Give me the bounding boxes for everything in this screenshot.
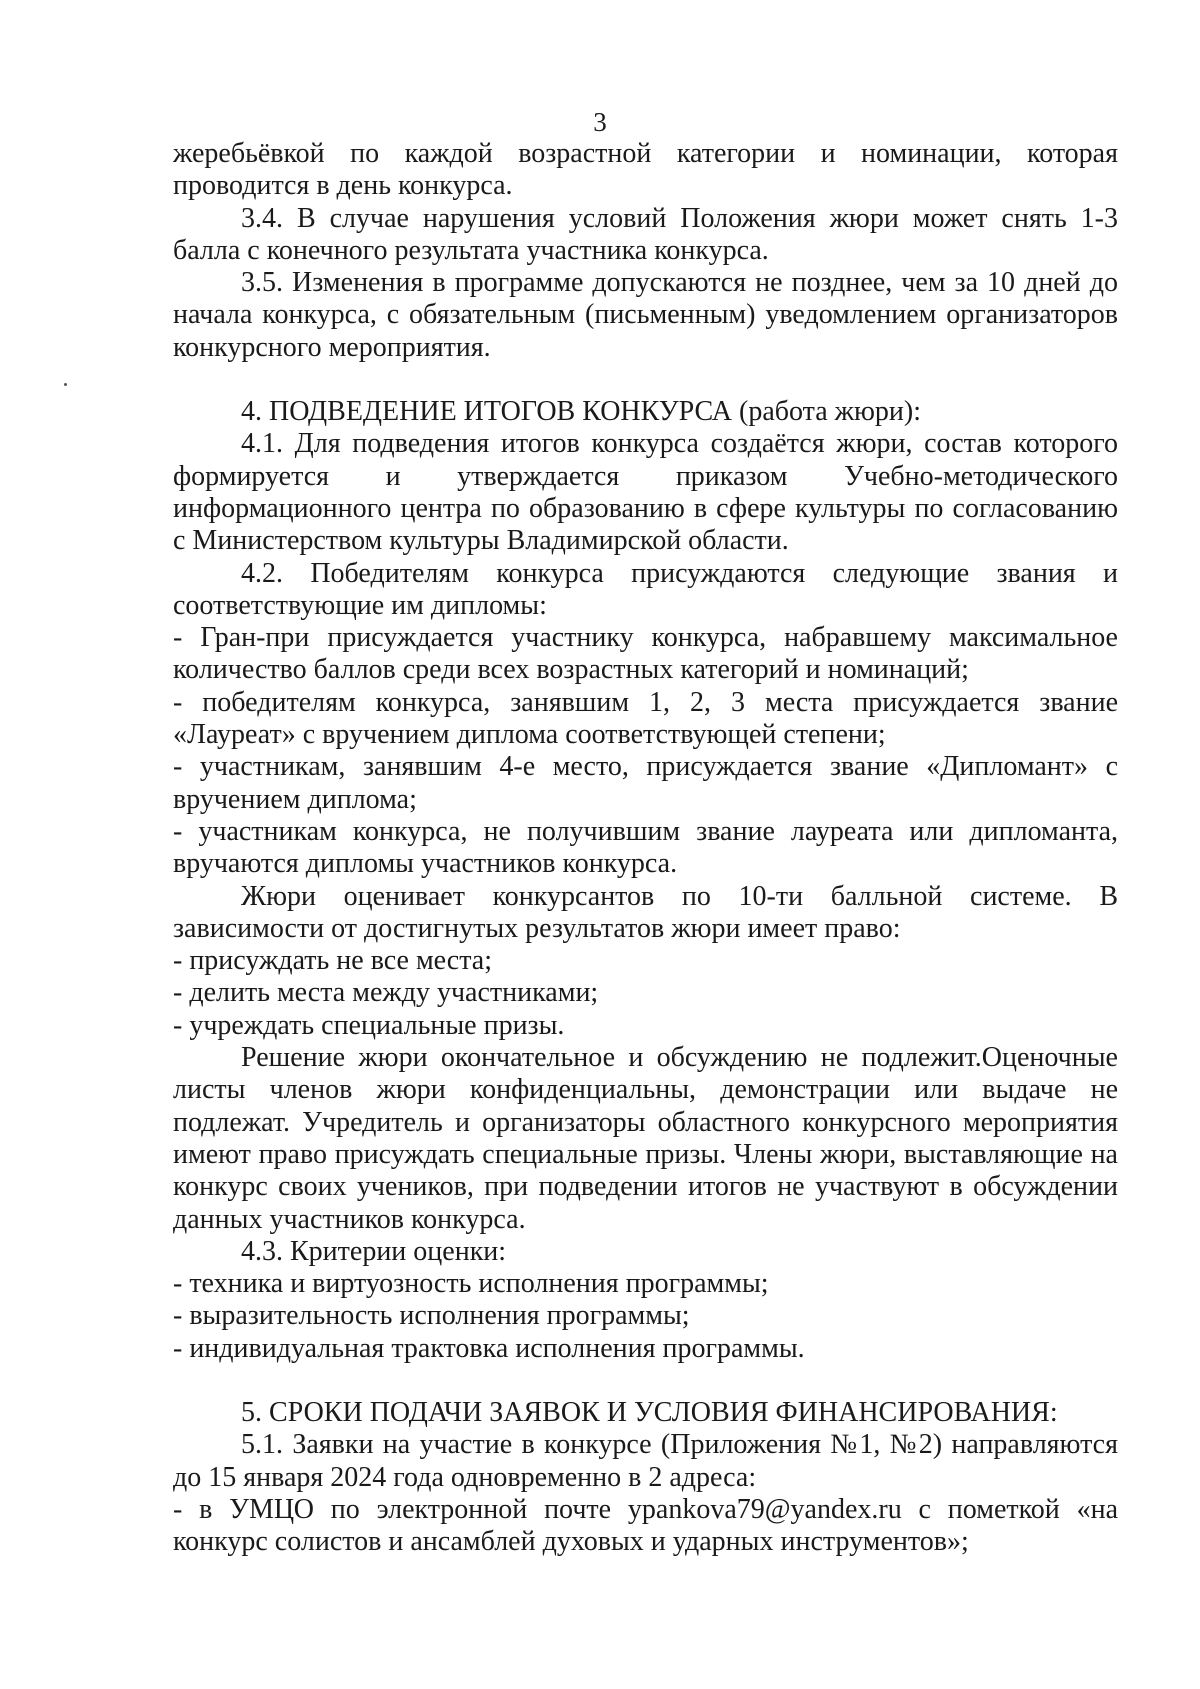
list-item-diplomant: - участникам, занявшим 4-е место, присуждается звание «Дипломант» с вручением диплома; xyxy=(173,751,1118,815)
paragraph-jury-decision: Решение жюри окончательное и обсуждению не подлежит.Оценочные листы членов жюри конфиденциальны, демонстрации или выдаче не подлежат. Учредитель и организаторы областного конкурсного мероприятия имеют право присуждать специальные призы. Члены жюри, выставляющие на конкурс своих учеников, при подведении итогов не участвуют в обсуждении данных участников конкурса. xyxy=(173,1042,1118,1235)
section-gap xyxy=(173,1365,1118,1397)
paragraph-5-1: 5.1. Заявки на участие в конкурсе (Приложения №1, №2) направляются до 15 января 2024 года одновременно в 2 адреса: xyxy=(173,1429,1118,1493)
paragraph-jury-system: Жюри оценивает конкурсантов по 10-ти балльной системе. В зависимости от достигнутых результатов жюри имеет право: xyxy=(173,880,1118,944)
paragraph-continuation: жеребьёвкой по каждой возрастной категории и номинации, которая проводится в день конкурса. xyxy=(173,138,1118,202)
paragraph-4-2: 4.2. Победителям конкурса присуждаются следующие звания и соответствующие им дипломы: xyxy=(173,557,1118,621)
list-item-technique: - техника и виртуозность исполнения программы; xyxy=(173,1268,769,1300)
section-gap xyxy=(173,364,1118,396)
section-5-heading: 5. СРОКИ ПОДАЧИ ЗАЯВОК И УСЛОВИЯ ФИНАНСИРОВАНИЯ: xyxy=(241,1396,1058,1428)
document-body xyxy=(173,138,1118,1558)
section-4-heading: 4. ПОДВЕДЕНИЕ ИТОГОВ КОНКУРСА (работа жюри): xyxy=(241,396,921,428)
list-item-laureate: - победителям конкурса, занявшим 1, 2, 3 места присуждается звание «Лауреат» с вручением диплома соответствующей степени; xyxy=(173,686,1118,751)
scan-speck xyxy=(64,383,67,386)
list-item-expressiveness: - выразительность исполнения программы; xyxy=(173,1300,690,1332)
list-item-grand-prix: - Гран-при присуждается участнику конкурса, набравшему максимальное количество баллов среди всех возрастных категорий и номинаций; xyxy=(173,622,1118,686)
list-item-not-all-places: - присуждать не все места; xyxy=(173,945,493,977)
list-item-interpretation: - индивидуальная трактовка исполнения программы. xyxy=(173,1332,805,1364)
list-item-participants: - участникам конкурса, не получившим звание лауреата или дипломанта, вручаются дипломы участников конкурса. xyxy=(173,815,1118,880)
paragraph-4-1: 4.1. Для подведения итогов конкурса создаётся жюри, состав которого формируется и утверждается приказом Учебно-методического информационного центра по образованию в сфере культуры по согласованию с Министерством культуры Владимирской области. xyxy=(173,428,1118,557)
paragraph-3-5: 3.5. Изменения в программе допускаются не позднее, чем за 10 дней до начала конкурса, с обязательным (письменным) уведомлением организаторов конкурсного мероприятия. xyxy=(173,267,1118,363)
paragraph-4-3: 4.3. Критерии оценки: xyxy=(241,1235,507,1267)
list-item-divide-places: - делить места между участниками; xyxy=(173,977,599,1009)
list-item-special-prizes: - учреждать специальные призы. xyxy=(173,1009,565,1041)
list-item-umco-email: - в УМЦО по электронной почте ypankova79@yandex.ru с пометкой «на конкурс солистов и ансамблей духовых и ударных инструментов»; xyxy=(173,1493,1118,1558)
paragraph-3-4: 3.4. В случае нарушения условий Положения жюри может снять 1-3 балла с конечного результата участника конкурса. xyxy=(173,202,1118,266)
page-number: 3 xyxy=(593,107,607,137)
